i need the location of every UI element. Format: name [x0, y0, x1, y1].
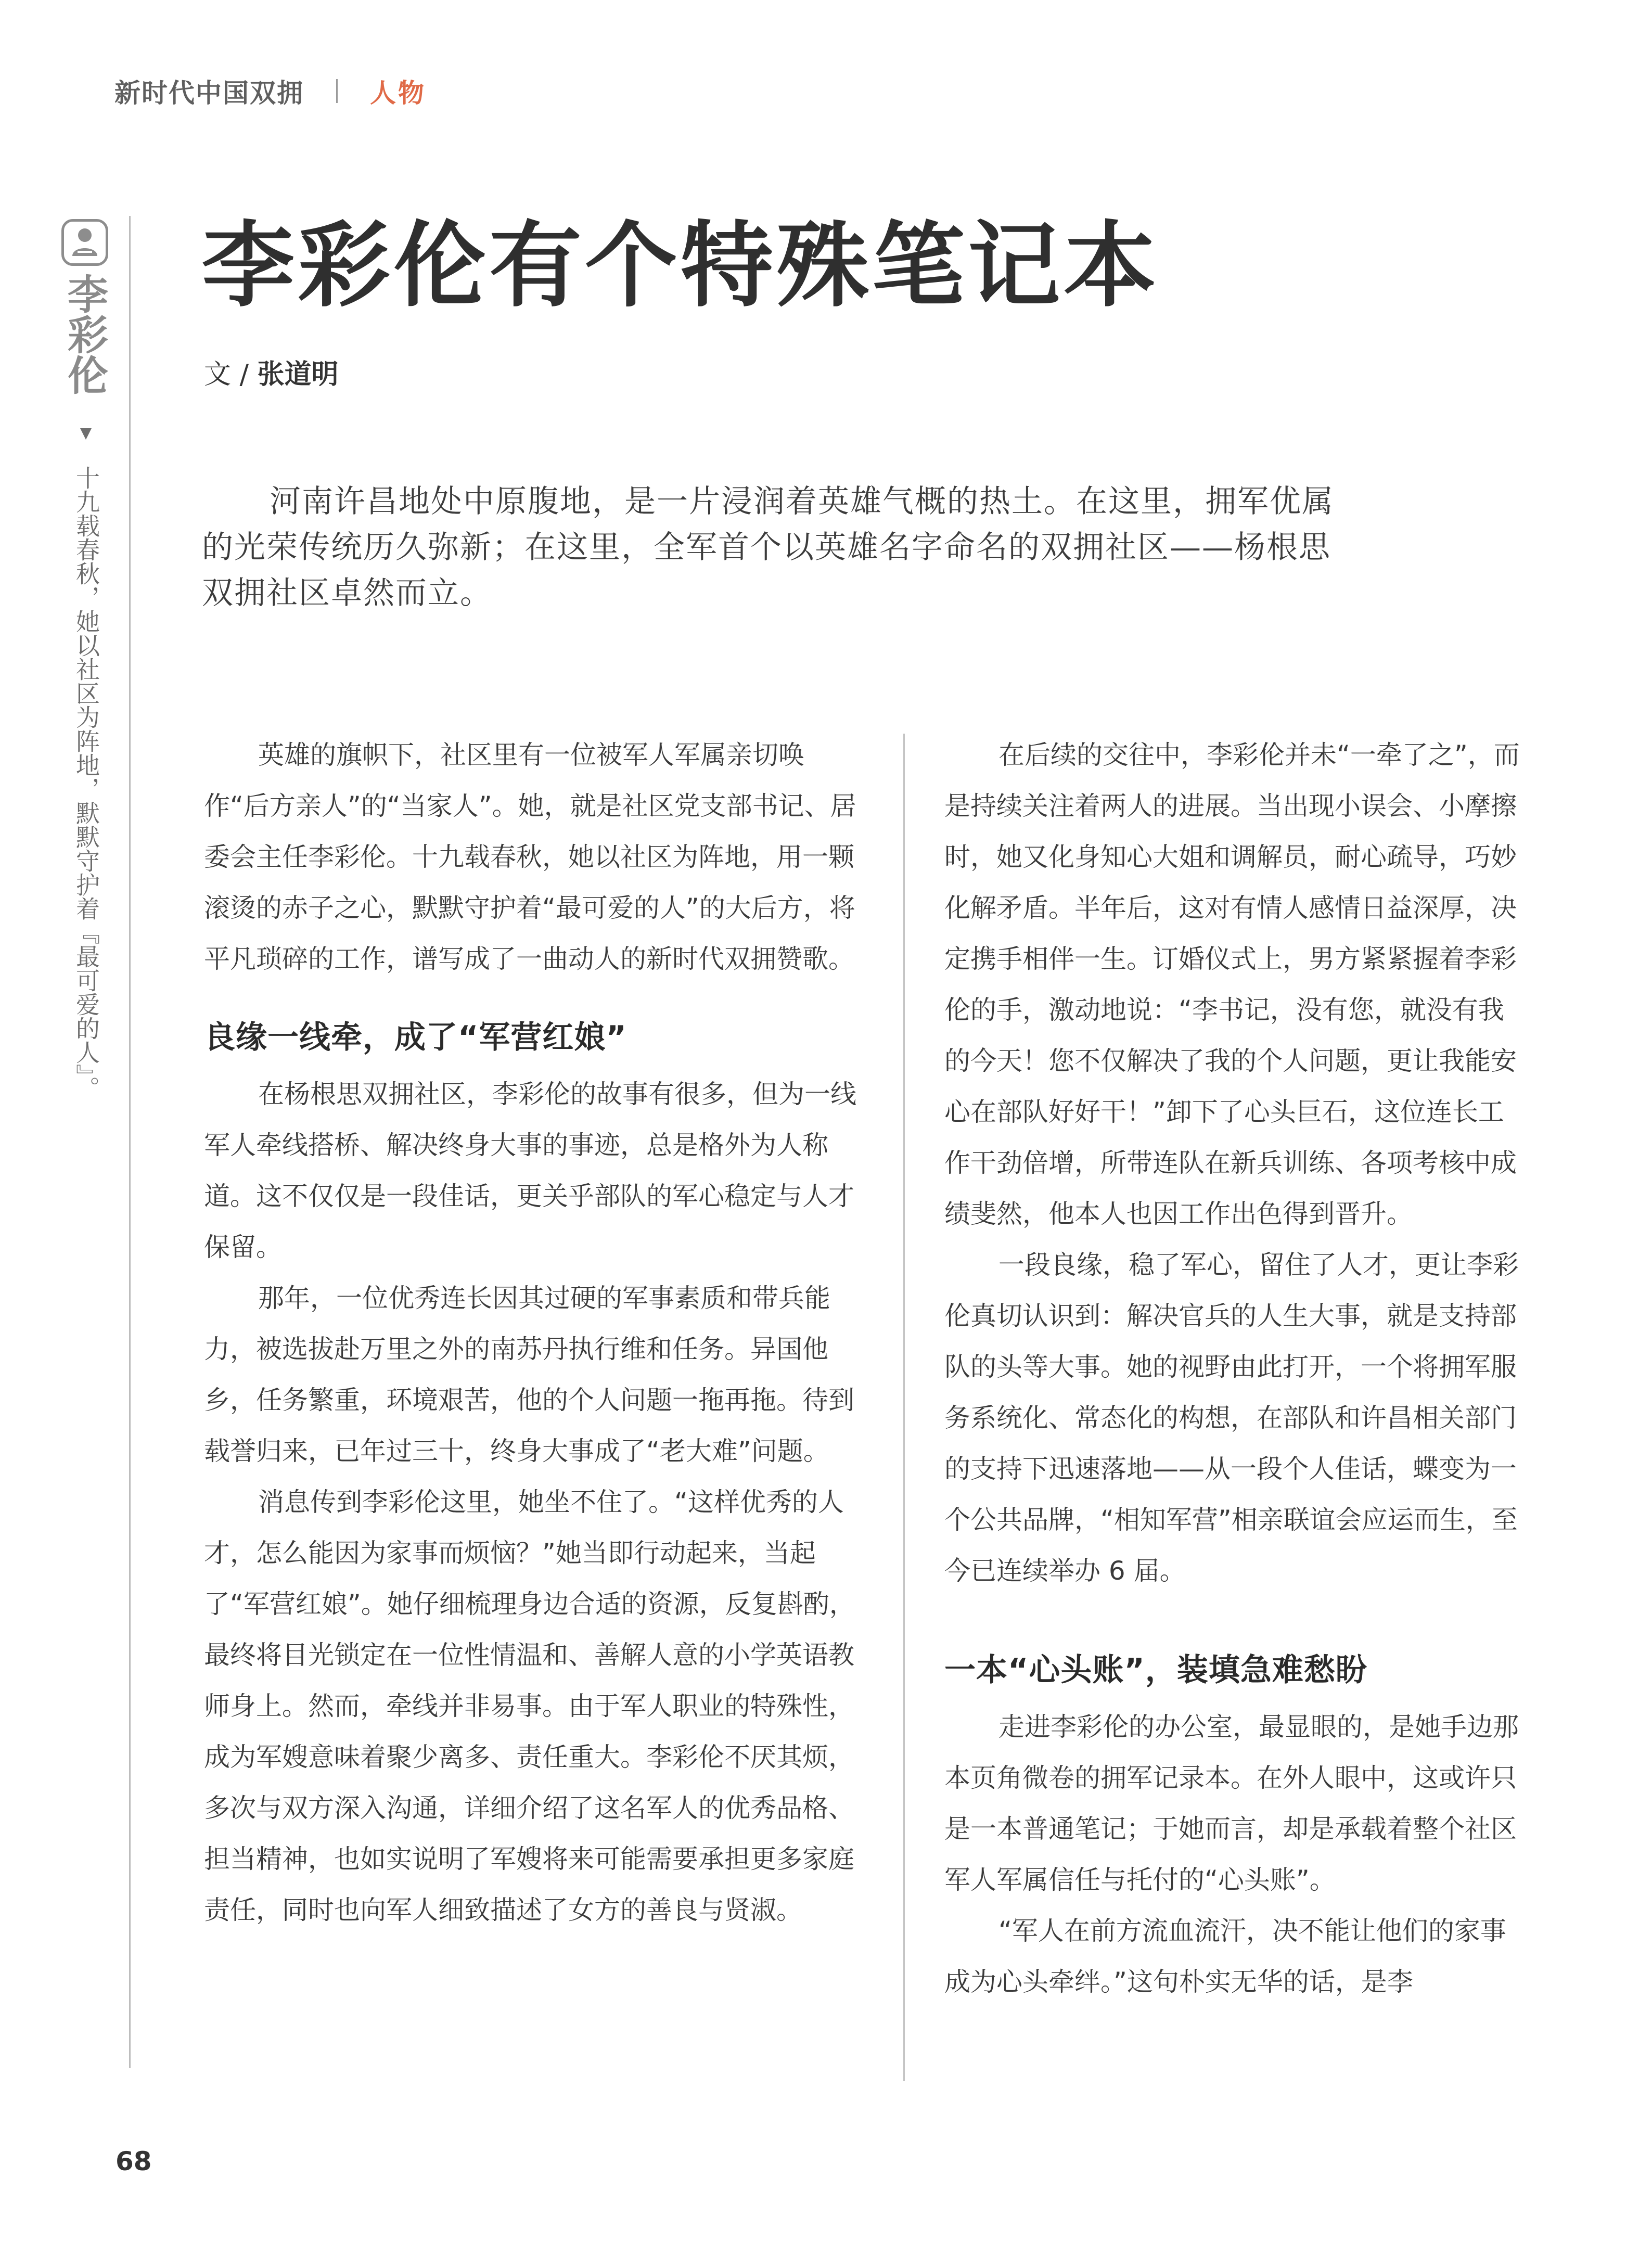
person-icon — [61, 219, 108, 266]
running-header — [114, 70, 426, 112]
byline-prefix: 文 / — [204, 359, 258, 390]
byline — [204, 354, 339, 395]
paragraph: 走进李彩伦的办公室，最显眼的，是她手边那本页角微卷的拥军记录本。在外人眼中，这或许只是一本普通笔记；于她而言，却是承载着整个社区军人军属信任与托付的“心头账”。 — [944, 1712, 1519, 1895]
column-divider — [903, 734, 905, 2081]
paragraph: 那年，一位优秀连长因其过硬的军事素质和带兵能力，被选拔赴万里之外的南苏丹执行维和任务。异国他乡，任务繁重，环境艰苦，他的个人问题一拖再拖。待到载誉归来，已年过三十，终身大事成了“老大难”问题。 — [204, 1283, 854, 1466]
body-column-left — [204, 729, 865, 1936]
sidebar-person-name: 李彩伦 — [61, 273, 108, 395]
magazine-name: 新时代中国双拥 — [114, 78, 304, 108]
body-column-right — [944, 729, 1527, 2007]
sidebar-rule — [129, 216, 131, 2068]
paragraph: 一段良缘，稳了军心，留住了人才，更让李彩伦真切认识到：解决官兵的人生大事，就是支持部队的头等大事。她的视野由此打开，一个将拥军服务系统化、常态化的构想，在部队和许昌相关部门的支持下迅速落地——从一段个人佳话，蝶变为一个公共品牌，“相知军营”相亲联谊会应运而生，至今已连续举办 6 届。 — [944, 1250, 1519, 1586]
paragraph: 英雄的旗帜下，社区里有一位被军人军属亲切唤作“后方亲人”的“当家人”。她，就是社区党支部书记、居委会主任李彩伦。十九载春秋，她以社区为阵地，用一颗滚烫的赤子之心，默默守护着“最可爱的人”的大后方，将平凡琐碎的工作，谱写成了一曲动人的新时代双拥赞歌。 — [204, 740, 856, 974]
lead-paragraph: 河南许昌地处中原腹地，是一片浸润着英雄气概的热土。在这里，拥军优属的光荣传统历久弥新；在这里，全军首个以英雄名字命名的双拥社区——杨根思双拥社区卓然而立。 — [202, 483, 1334, 611]
paragraph: 消息传到李彩伦这里，她坐不住了。“这样优秀的人才，怎么能因为家事而烦恼？”她当即行动起来，当起了“军营红娘”。她仔细梳理身边合适的资源，反复斟酌，最终将目光锁定在一位性情温和、善解人意的小学英语教师身上。然而，牵线并非易事。由于军人职业的特殊性，成为军嫂意味着聚少离多、责任重大。李彩伦不厌其烦，多次与双方深入沟通，详细介绍了这名军人的优秀品格、担当精神，也如实说明了军嫂将来可能需要承担更多家庭责任，同时也向军人细致描述了女方的善良与贤淑。 — [204, 1487, 855, 1925]
person-icon-graphic — [70, 227, 99, 258]
triangle-down-icon — [80, 428, 92, 440]
sidebar-summary: 十九载春秋，她以社区为阵地，默默守护着『最可爱的人』。 — [72, 466, 100, 1100]
section-heading: 良缘一线牵，成了“军营红娘” — [204, 1019, 627, 1056]
sidebar — [57, 216, 130, 2068]
page-number: 68 — [116, 2146, 152, 2176]
paragraph: 在后续的交往中，李彩伦并未“一牵了之”，而是持续关注着两人的进展。当出现小误会、小摩擦时，她又化身知心大姐和调解员，耐心疏导，巧妙化解矛盾。半年后，这对有情人感情日益深厚，决定携手相伴一生。订婚仪式上，男方紧紧握着李彩伦的手，激动地说：“李书记，没有您，就没有我的今天！您不仅解决了我的个人问题，更让我能安心在部队好好干！”卸下了心头巨石，这位连长工作干劲倍增，所带连队在新兵训练、各项考核中成绩斐然，他本人也因工作出色得到晋升。 — [944, 740, 1520, 1229]
header-divider — [336, 79, 338, 103]
article-title: 李彩伦有个特殊笔记本 — [202, 211, 1159, 319]
section-label: 人物 — [370, 78, 426, 108]
section-heading: 一本“心头账”，装填急难愁盼 — [944, 1652, 1367, 1688]
paragraph: 在杨根思双拥社区，李彩伦的故事有很多，但为一线军人牵线搭桥、解决终身大事的事迹，总是格外为人称道。这不仅仅是一段佳话，更关乎部队的军心稳定与人才保留。 — [204, 1079, 856, 1262]
author-name: 张道明 — [257, 359, 339, 390]
paragraph: “军人在前方流血流汗，决不能让他们的家事成为心头牵绊。”这句朴实无华的话，是李 — [944, 1916, 1506, 1997]
